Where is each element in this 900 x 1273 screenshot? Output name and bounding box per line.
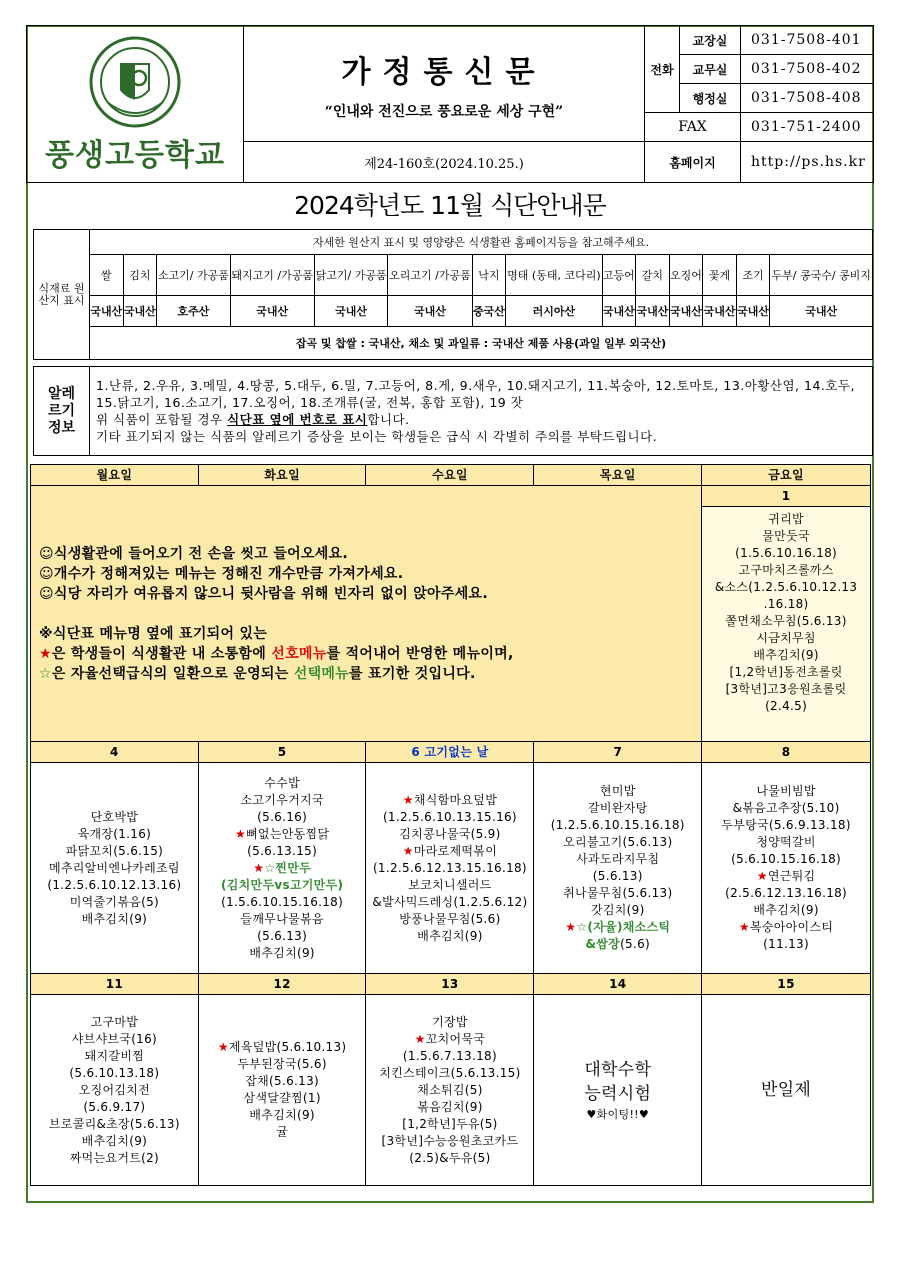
green-star-icon: ☆ [264, 860, 276, 875]
notice-text: 를 적어내어 반영한 메뉴이며, [326, 645, 514, 662]
allergy-note-pre: 위 식품이 포함될 경우 [96, 412, 228, 427]
date-11: 11 [31, 974, 199, 995]
menu-item: (1.2.5.6.12.13.15.16.18) [372, 860, 527, 875]
menu-cell-day-11 [31, 995, 199, 1186]
menu-cell-day-8 [702, 763, 871, 974]
date-4: 4 [31, 742, 199, 763]
contact-value-admin: 031-7508-408 [741, 84, 874, 113]
menu-item: 단호박밥 [90, 809, 139, 824]
menu-item: (1.2.5.6.10.12.13.16) [47, 877, 182, 892]
menu-item: (1.5.6.10.16.18) [735, 546, 838, 560]
homepage-label: 홈페이지 [645, 142, 741, 183]
menu-item: 마라로제떡볶이 [413, 843, 498, 858]
red-star-icon: ★ [217, 1040, 229, 1054]
allergy-note-post: 합니다. [367, 412, 410, 427]
menu-item: 귀리밥 [768, 512, 804, 526]
menu-item: (5.6.13.15) [247, 843, 318, 858]
red-star-icon: ★ [402, 792, 414, 807]
menu-item: 배추김치(9) [81, 1133, 148, 1148]
origin-item-name: 꽃게 [703, 255, 737, 296]
school-name: 풍생고등학교 [45, 138, 225, 173]
origin-item-name: 오리고기 /가공품 [388, 255, 472, 296]
date-15: 15 [702, 974, 871, 995]
red-star-icon: ★ [39, 645, 52, 662]
cheer-message: ♥화이팅!!♥ [586, 1107, 650, 1121]
menu-item: (5.6.10.15.16.18) [731, 852, 842, 866]
menu-item: (김치만두vs고기만두) [220, 877, 344, 892]
menu-item: &발사믹드레싱(1.2.5.6.12) [372, 894, 528, 909]
day-header-mon: 월요일 [31, 465, 199, 486]
allergy-label-text: 알레르기정보 [47, 385, 76, 436]
exam-label: 대학수학 [584, 1059, 652, 1080]
green-star-icon: ☆ [39, 665, 52, 682]
menu-item: 들깨무나물볶음 [240, 911, 324, 926]
menu-item: 보코치니샐러드 [408, 877, 492, 892]
menu-item: 취나물무침(5.6.13) [563, 886, 673, 900]
day-header-wed: 수요일 [366, 465, 534, 486]
origin-item-country: 호주산 [157, 296, 230, 327]
menu-cell-day-4 [31, 763, 199, 974]
contact-label-academic: 교무실 [680, 55, 741, 84]
red-star-icon: ★ [402, 843, 414, 858]
menu-item: (2.4.5) [765, 699, 808, 713]
menu-item: 돼지갈비찜 [84, 1048, 145, 1063]
notice-line-star [39, 644, 693, 664]
date-6: 6 고기없는 날 [366, 742, 534, 763]
menu-item: .16.18) [763, 597, 809, 611]
origin-note: 자세한 원산지 표시 및 영양량은 식생활관 홈페이지등을 참고해주세요. [90, 230, 873, 255]
menu-cell-day-1 [702, 507, 871, 742]
day-header-thu: 목요일 [534, 465, 702, 486]
menu-item: (1.5.6.7.13.18) [402, 1048, 497, 1063]
allergy-note-emphasis: 식단표 옆에 번호로 표시 [227, 412, 368, 427]
menu-item: 뼈없는안동찜닭 [246, 826, 330, 841]
date-7: 7 [534, 742, 702, 763]
menu-item: 배추김치(9) [81, 911, 148, 926]
menu-item: (5.6.13) [257, 928, 308, 943]
origin-item-country: 중국산 [472, 296, 506, 327]
origin-item-country: 국내산 [388, 296, 472, 327]
menu-item: 복숭아아이스티 [749, 920, 834, 934]
allergy-label [34, 367, 90, 456]
menu-item: 육개장(1.16) [77, 826, 152, 841]
allergy-list: 1.난류, 2.우유, 3.메밀, 4.땅콩, 5.대두, 6.밀, 7.고등어, 8.게, 9.새우, 10.돼지고기, 11.복숭아, 12.토마토, 13.아황산염, 14.호두, 15.닭고기, 16.소고기, 17.오징어, 18.조개류(굴, 전복, 홍합 포함), 19 잣 [96, 378, 855, 410]
menu-item: (1.2.5.6.10.13.15.16) [382, 809, 517, 824]
menu-item: 볶음김치(9) [417, 1099, 483, 1114]
origin-item-name: 김치 [123, 255, 157, 296]
red-star-icon: ★ [253, 860, 265, 875]
preferred-menu-term: 선호메뉴 [271, 645, 327, 662]
menu-item: 배추김치(9) [249, 945, 315, 960]
origin-item-name: 낙지 [472, 255, 506, 296]
contact-value-principal: 031-7508-401 [741, 26, 874, 55]
origin-item-country: 국내산 [636, 296, 670, 327]
menu-item: 방풍나물무침(5.6) [399, 911, 501, 926]
menu-item: 연근튀김 [767, 869, 816, 883]
menu-cell-day-13 [366, 995, 534, 1186]
date-13: 13 [366, 974, 534, 995]
menu-item: 청양떡갈비 [756, 835, 816, 849]
menu-item: (5.6.10.13.18) [69, 1065, 160, 1080]
exam-label: 능력시험 [584, 1083, 652, 1104]
origin-names-row [34, 255, 873, 296]
phone-label: 전화 [645, 26, 680, 113]
menu-item: 물만둣국 [762, 529, 810, 543]
menu-item: 나물비빔밥 [756, 784, 816, 798]
menu-cell-day-5 [198, 763, 366, 974]
menu-item: 오리불고기(5.6.13) [563, 835, 673, 849]
date-14: 14 [534, 974, 702, 995]
origin-item-name: 명태 (동태, 코다리) [506, 255, 602, 296]
menu-item: 김치콩나물국(5.9) [399, 826, 501, 841]
menu-item: [1,2학년]두유(5) [402, 1116, 498, 1131]
origin-footer: 잡곡 및 찹쌀 : 국내산, 채소 및 과일류 : 국내산 제품 사용(과일 일부 외국산) [90, 327, 873, 360]
origin-item-name: 돼지고기 /가공품 [230, 255, 314, 296]
menu-item: 현미밥 [599, 784, 636, 798]
menu-item: 제육덮밥(5.6.10.13) [228, 1040, 347, 1054]
menu-item: 치킨스테이크(5.6.13.15) [379, 1065, 521, 1080]
menu-calendar [30, 464, 871, 1186]
menu-item: 두부된장국(5.6) [237, 1057, 327, 1071]
allergy-warning: 기타 표기되지 않는 식품의 알레르기 증상을 보이는 학생들은 급식 시 각별히 주의를 부탁드립니다. [96, 429, 658, 444]
green-star-icon: ☆ [576, 920, 588, 934]
origin-item-name: 고등어 [602, 255, 636, 296]
notice-line: ☺개수가 정해져있는 메뉴는 정해진 개수만큼 가져가세요. [39, 565, 404, 582]
menu-item: &쌈장 [585, 937, 621, 951]
menu-item: (5.6.9.17) [83, 1099, 146, 1114]
date-5: 5 [198, 742, 366, 763]
origin-item-name: 갈치 [636, 255, 670, 296]
menu-item: 갓김치(9) [590, 903, 645, 917]
origin-item-country: 국내산 [669, 296, 703, 327]
origin-item-country: 국내산 [602, 296, 636, 327]
menu-cell-day-15: 반일제 [702, 995, 871, 1186]
header-table [26, 25, 874, 183]
notice-text: 은 학생들이 식생활관 내 소통함에 [51, 645, 272, 662]
menu-item: 고구마치즈롤까스 [738, 563, 834, 577]
red-star-icon: ★ [738, 920, 750, 934]
menu-item: 샤브샤브국(16) [71, 1031, 158, 1046]
menu-item: 고구마밥 [90, 1014, 139, 1029]
origin-item-country: 국내산 [90, 296, 124, 327]
menu-item: (자율)채소스틱 [587, 920, 671, 934]
origin-values-row [34, 296, 873, 327]
menu-item: 시금치무침 [756, 631, 816, 645]
origin-item-country: 국내산 [123, 296, 157, 327]
contact-label-principal: 교장실 [680, 26, 741, 55]
origin-item-country: 국내산 [703, 296, 737, 327]
menu-item: &소스(1.2.5.6.10.12.13 [714, 580, 858, 594]
day-header-tue: 화요일 [198, 465, 366, 486]
origin-item-country: 국내산 [230, 296, 314, 327]
menu-item: (2.5.6.12.13.16.18) [725, 886, 848, 900]
menu-item: (5.6.13) [592, 869, 643, 883]
fax-label: FAX [645, 113, 741, 142]
menu-item: 귤 [276, 1125, 289, 1139]
origin-item-country: 국내산 [736, 296, 770, 327]
menu-item: 두부탕국(5.6.9.13.18) [721, 818, 851, 832]
document-title: 가정통신문 [341, 54, 547, 90]
menu-item: 쫄면채소무침(5.6.13) [725, 614, 847, 628]
notice-text: 은 자율선택급식의 일환으로 운영되는 [51, 665, 294, 682]
date-12: 12 [198, 974, 366, 995]
menu-item: (11.13) [763, 937, 809, 951]
menu-item: 메추리알비엔나카레조림 [48, 860, 180, 875]
origin-item-name: 쌀 [90, 255, 124, 296]
title-cell [244, 26, 645, 142]
origin-item-name: 닭고기/ 가공품 [314, 255, 387, 296]
menu-item: 기장밥 [432, 1014, 468, 1029]
menu-item: 잡채(5.6.13) [245, 1074, 319, 1088]
menu-item: (2.5)&두유(5) [409, 1150, 491, 1165]
notice-line: ☺식당 자리가 여유롭지 않으니 뒷사람을 위해 빈자리 없이 앉아주세요. [39, 585, 488, 602]
menu-item: [3학년]수능응원초코카드 [381, 1133, 519, 1148]
day-header-fri: 금요일 [702, 465, 871, 486]
menu-item: 수수밥 [264, 775, 300, 790]
notice-line: ※식단표 메뉴명 옆에 표기되어 있는 [39, 625, 268, 642]
issue-number: 제24-160호(2024.10.25.) [244, 142, 645, 183]
menu-item: 파닭꼬치(5.6.15) [65, 843, 164, 858]
notice-title: 2024학년도 11월 식단안내문 [294, 191, 606, 220]
menu-cell-day-14 [534, 995, 702, 1186]
menu-item: 브로콜리&초장(5.6.13) [48, 1116, 180, 1131]
menu-item: 갈비완자탕 [588, 801, 648, 815]
menu-cell-day-7 [534, 763, 702, 974]
notice-text: 를 표기한 것입니다. [349, 665, 476, 682]
red-star-icon: ★ [565, 920, 577, 934]
origin-item-country: 러시아산 [506, 296, 602, 327]
origin-item-country: 국내산 [314, 296, 387, 327]
origin-item-country: 국내산 [770, 296, 873, 327]
origin-item-name: 소고기/ 가공품 [157, 255, 230, 296]
menu-item: (1.5.6.10.15.16.18) [221, 894, 344, 909]
menu-item: [3학년]고3응원초롤릿 [725, 682, 847, 696]
notice-line: ☺식생활관에 들어오기 전 손을 씻고 들어오세요. [39, 545, 349, 562]
allergy-table [33, 366, 873, 456]
school-motto: “인내와 전진으로 풍요로운 세상 구현” [324, 103, 564, 120]
menu-item: &볶음고추장(5.10) [732, 801, 840, 815]
menu-item: 배추김치(9) [753, 903, 819, 917]
choice-menu-term: 선택메뉴 [293, 665, 350, 682]
allergy-note [96, 411, 866, 428]
origin-table [33, 229, 873, 360]
date-1: 1 [702, 486, 871, 507]
menu-item: 사과도라지무침 [576, 852, 660, 866]
origin-item-name: 조기 [736, 255, 770, 296]
logo-cell [27, 26, 244, 183]
homepage-link[interactable]: http://ps.hs.kr [741, 142, 874, 183]
allergy-text [90, 367, 873, 456]
origin-item-name: 오징어 [669, 255, 703, 296]
menu-item: 배추김치(9) [417, 928, 483, 943]
menu-item: 배추김치(9) [249, 1108, 315, 1122]
menu-item: 소고기우거지국 [240, 792, 324, 807]
menu-item: (5.6) [620, 937, 651, 951]
date-8: 8 [702, 742, 871, 763]
red-star-icon: ★ [234, 826, 247, 841]
menu-cell-day-12 [198, 995, 366, 1186]
origin-label: 식재료 원산지 표시 [34, 230, 90, 360]
menu-item: 미역줄기볶음(5) [69, 894, 160, 909]
cafeteria-notice [31, 486, 702, 742]
menu-item: 채식함마요덮밥 [413, 792, 498, 807]
menu-cell-day-6 [366, 763, 534, 974]
school-emblem-icon [87, 34, 183, 130]
menu-item: 찐만두 [275, 860, 312, 875]
fax-value: 031-751-2400 [741, 113, 874, 142]
contact-label-admin: 행정실 [680, 84, 741, 113]
notice-line-hollow-star [39, 664, 693, 684]
menu-item: 채소튀김(5) [417, 1082, 483, 1097]
menu-item: (5.6.16) [257, 809, 308, 824]
menu-item: (1.2.5.6.10.15.16.18) [550, 818, 685, 832]
menu-item: 삼색달걀찜(1) [243, 1091, 321, 1105]
menu-item: 꼬치어묵국 [425, 1031, 486, 1046]
menu-item: 짜먹는요거트(2) [69, 1150, 160, 1165]
red-star-icon: ★ [756, 869, 768, 883]
menu-item: [1,2학년]동전초롤릿 [729, 665, 843, 679]
origin-item-name: 두부/ 콩국수/ 콩비지 [770, 255, 873, 296]
red-star-icon: ★ [414, 1031, 426, 1046]
menu-item: 오징어김치전 [78, 1082, 151, 1097]
contact-value-academic: 031-7508-402 [741, 55, 874, 84]
menu-item: 배추김치(9) [753, 648, 819, 662]
